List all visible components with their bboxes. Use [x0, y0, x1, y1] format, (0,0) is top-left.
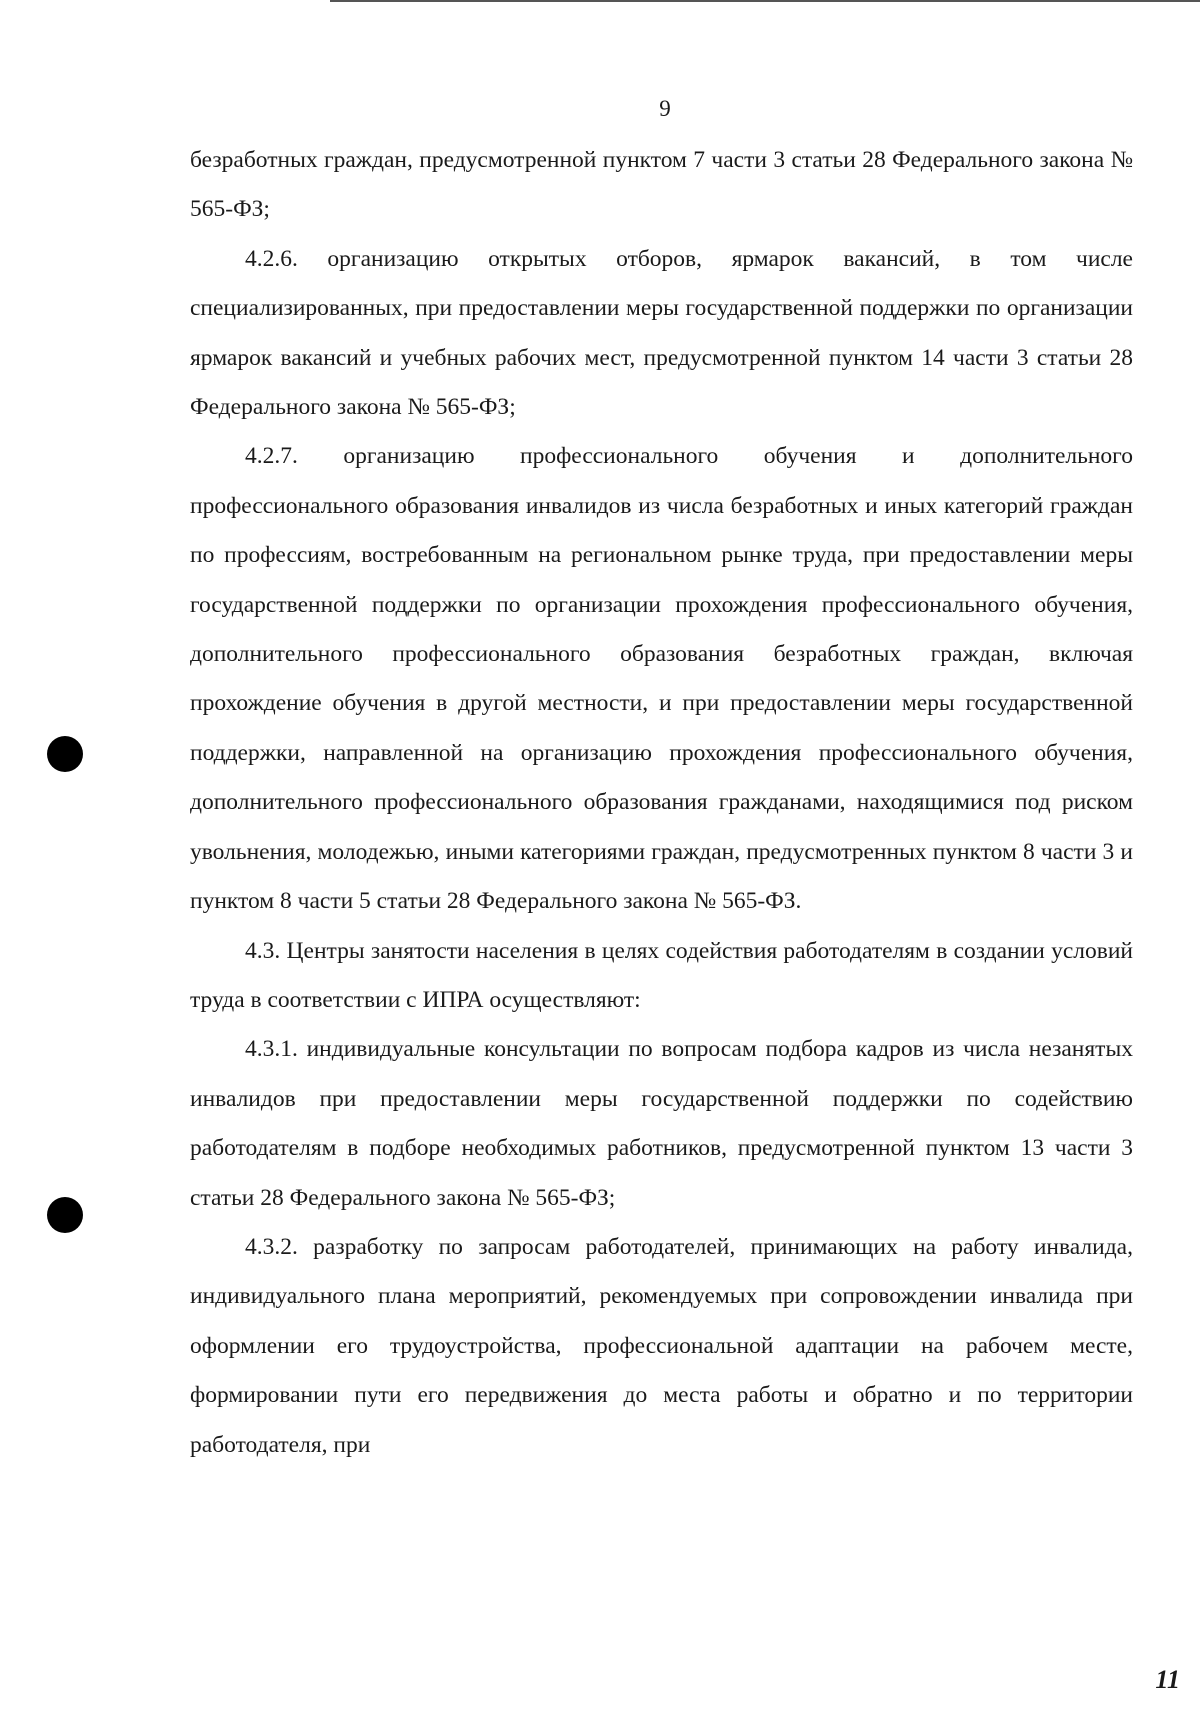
paragraph-4-3-1: 4.3.1. индивидуальные консультации по вопросам подбора кадров из числа незанятых инвалидов при предоставлении меры государственной поддержки по содействию работодателям в подборе необходимых работников, предусмотренной пунктом 13 части 3 статьи 28 Федерального закона № 565-ФЗ; [190, 1036, 1133, 1211]
document-body [190, 136, 1133, 1470]
punch-hole-top [47, 736, 83, 772]
paragraph-4-3: 4.3. Центры занятости населения в целях содействия работодателям в создании условий труда в соответствии с ИПРА осуществляют: [190, 937, 1133, 1013]
paragraph-4-2-6: 4.2.6. организацию открытых отборов, ярмарок вакансий, в том числе специализированных, при предоставлении меры государственной поддержки по организации ярмарок вакансий и учебных рабочих мест, предусмотренной пунктом 14 части 3 статьи 28 Федерального закона № 565-ФЗ; [190, 245, 1133, 421]
paragraph-4-2-7: 4.2.7. организацию профессионального обучения и дополнительного профессионального образования инвалидов из числа безработных и иных категорий граждан по профессиям, востребованным на региональном рынке труда, при предоставлении меры государственной поддержки по организации прохождения профессионального обучения, дополнительного профессионального образования безработных граждан, включая прохождение обучения в другой местности, и при предоставлении меры государственной поддержки, направленной на организацию прохождения профессионального обучения, дополнительного профессионального образования гражданами, находящимися под риском увольнения, молодежью, иными категориями граждан, предусмотренных пунктом 8 части 3 и пунктом 8 части 5 статьи 28 Федерального закона № 565-ФЗ. [190, 443, 1133, 915]
paragraph-4-3-2: 4.3.2. разработку по запросам работодателей, принимающих на работу инвалида, индивидуального плана мероприятий, рекомендуемых при сопровождении инвалида при оформлении его трудоустройства, профессиональной адаптации на рабочем месте, формировании пути его передвижения до места работы и обратно и по территории работодателя, при [190, 1233, 1133, 1458]
punch-hole-bottom [47, 1197, 83, 1233]
paragraph-continuation: безработных граждан, предусмотренной пунктом 7 части 3 статьи 28 Федерального закона № 565-ФЗ; [190, 147, 1133, 223]
handwritten-sheet-number: 11 [1155, 1665, 1180, 1694]
page-number: 9 [659, 96, 671, 121]
top-border-line [330, 0, 1200, 2]
